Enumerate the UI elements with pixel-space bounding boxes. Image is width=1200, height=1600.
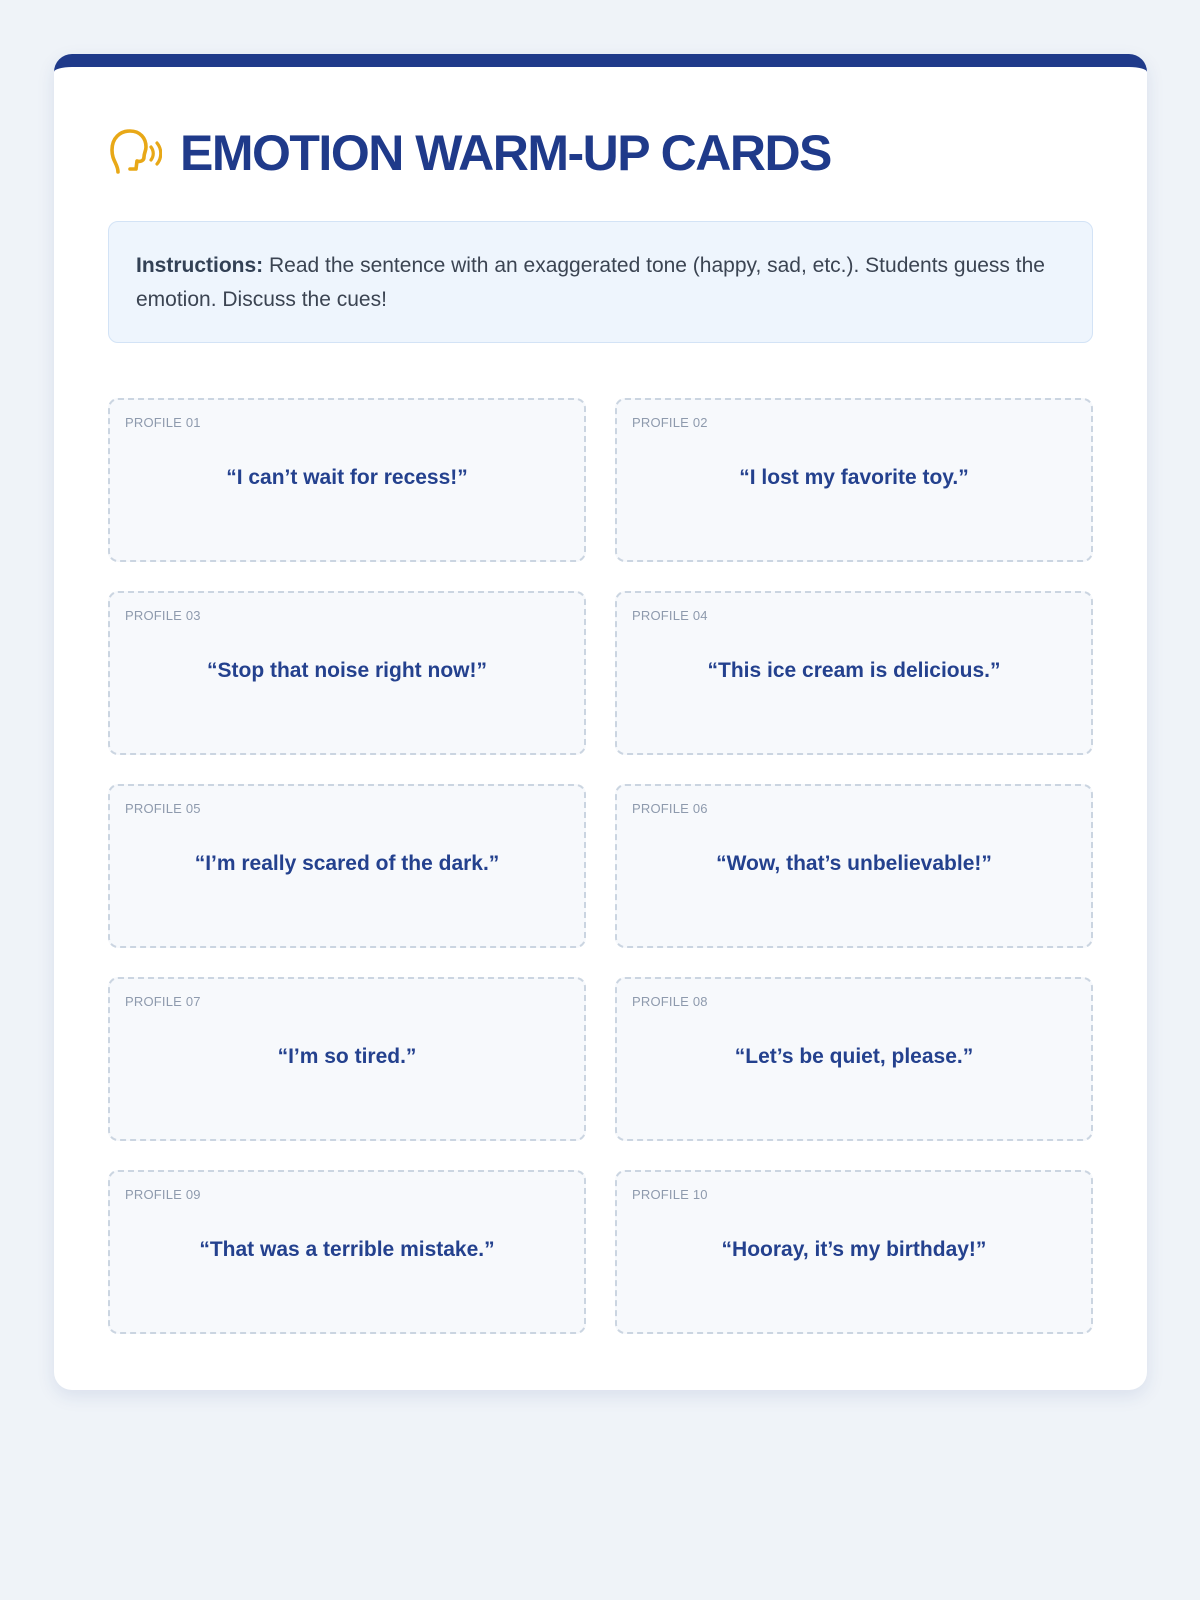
profile-sentence: “That was a terrible mistake.” bbox=[199, 1238, 495, 1261]
speaking-head-icon bbox=[108, 128, 162, 178]
profile-sentence: “I can’t wait for recess!” bbox=[226, 466, 468, 489]
instructions-text: Read the sentence with an exaggerated tone (happy, sad, etc.). Students guess the emotion. Discuss the cues! bbox=[136, 254, 1045, 311]
profile-label: PROFILE 09 bbox=[125, 1187, 201, 1202]
profile-grid bbox=[108, 398, 1093, 1334]
profile-label: PROFILE 05 bbox=[125, 801, 201, 816]
profile-label: PROFILE 07 bbox=[125, 994, 201, 1009]
profile-card bbox=[108, 398, 586, 562]
profile-sentence: “This ice cream is delicious.” bbox=[707, 659, 1001, 682]
profile-label: PROFILE 03 bbox=[125, 608, 201, 623]
profile-card bbox=[615, 591, 1093, 755]
profile-card bbox=[108, 591, 586, 755]
profile-sentence: “Hooray, it’s my birthday!” bbox=[721, 1238, 987, 1261]
header bbox=[108, 123, 831, 183]
profile-card bbox=[615, 398, 1093, 562]
profile-label: PROFILE 02 bbox=[632, 415, 708, 430]
profile-card bbox=[108, 977, 586, 1141]
profile-label: PROFILE 10 bbox=[632, 1187, 708, 1202]
profile-label: PROFILE 06 bbox=[632, 801, 708, 816]
profile-sentence: “I’m really scared of the dark.” bbox=[194, 852, 500, 875]
profile-label: PROFILE 04 bbox=[632, 608, 708, 623]
instructions-box bbox=[108, 221, 1093, 343]
profile-card bbox=[615, 784, 1093, 948]
profile-card bbox=[108, 1170, 586, 1334]
profile-card bbox=[615, 977, 1093, 1141]
profile-sentence: “I lost my favorite toy.” bbox=[739, 466, 969, 489]
instructions-label: Instructions: bbox=[136, 254, 264, 277]
profile-sentence: “Wow, that’s unbelievable!” bbox=[716, 852, 992, 875]
page-title: EMOTION WARM-UP CARDS bbox=[180, 125, 831, 181]
profile-label: PROFILE 01 bbox=[125, 415, 201, 430]
profile-card bbox=[108, 784, 586, 948]
profile-label: PROFILE 08 bbox=[632, 994, 708, 1009]
profile-card bbox=[615, 1170, 1093, 1334]
worksheet-card bbox=[54, 54, 1147, 1390]
profile-sentence: “Let’s be quiet, please.” bbox=[734, 1045, 974, 1068]
profile-sentence: “Stop that noise right now!” bbox=[207, 659, 487, 682]
profile-sentence: “I’m so tired.” bbox=[277, 1045, 417, 1068]
